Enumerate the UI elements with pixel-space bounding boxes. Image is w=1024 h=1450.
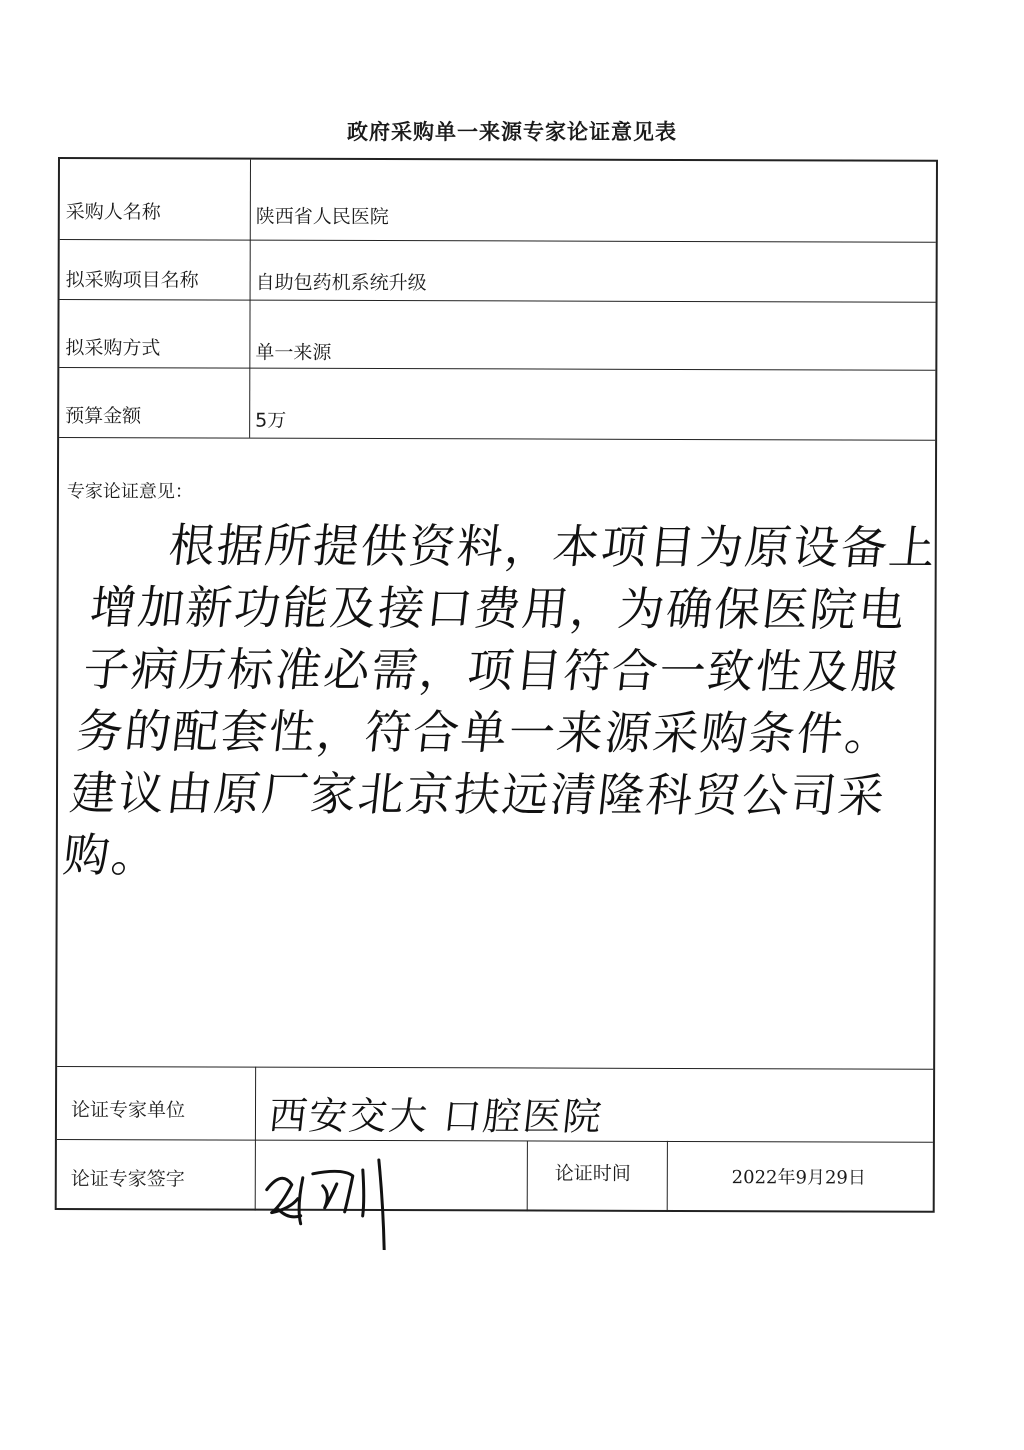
row-divider (59, 437, 935, 441)
expert-unit-handwritten: 西安交大 口腔医院 (266, 1093, 606, 1139)
column-divider (667, 1141, 668, 1212)
method-value: 单一来源 (255, 341, 332, 364)
time-value: 2022年9月29日 (731, 1167, 866, 1189)
opinion-form-table (55, 157, 938, 1213)
opinion-handwritten-text: 根据所提供资料，本项目为原设备上增加新功能及接口费用，为确保医院电子病历标准必需，项目符合一致性及服务的配套性，符合单一来源采购条件。建议由原厂家北京扶远清隆科贸公司采购。 (60, 518, 940, 883)
column-divider (527, 1140, 528, 1211)
column-divider (249, 160, 251, 438)
budget-value: 5万 (255, 409, 287, 432)
row-divider (60, 239, 936, 243)
signature-mark (257, 1150, 437, 1251)
row-divider (60, 299, 936, 303)
project-label: 拟采购项目名称 (65, 269, 199, 292)
document-title: 政府采购单一来源专家论证意见表 (347, 119, 677, 144)
purchaser-value: 陕西省人民医院 (255, 205, 389, 229)
row-divider (57, 1066, 933, 1070)
row-divider (59, 367, 935, 371)
expert-sign-label: 论证专家签字 (70, 1168, 185, 1191)
time-label: 论证时间 (554, 1162, 631, 1185)
expert-unit-label: 论证专家单位 (70, 1099, 186, 1122)
purchaser-label: 采购人名称 (65, 201, 161, 224)
method-label: 拟采购方式 (65, 337, 161, 360)
project-value: 自助包药机系统升级 (255, 271, 427, 295)
budget-label: 预算金额 (65, 405, 142, 428)
opinion-label: 专家论证意见： (66, 481, 193, 503)
row-divider (57, 1139, 933, 1143)
